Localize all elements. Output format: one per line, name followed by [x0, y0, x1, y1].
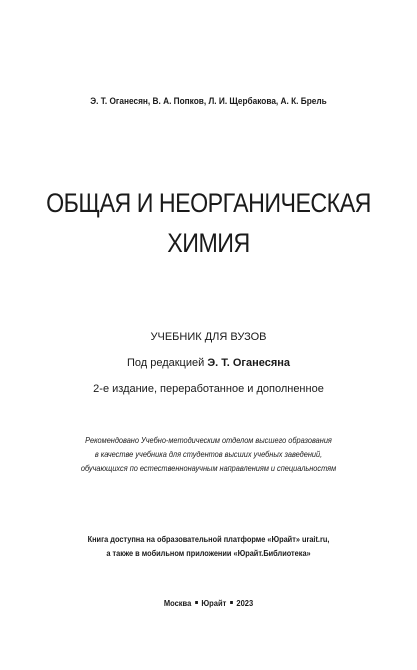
platform-line-1: Книга доступна на образовательной платформе «Юрайт» urait.ru, — [87, 535, 330, 544]
book-title — [29, 183, 388, 263]
platform-notice — [21, 533, 396, 561]
recommendation-block — [21, 434, 396, 476]
editor-prefix: Под редакцией — [126, 357, 205, 369]
recommendation-line-1: Рекомендовано Учебно-методическим отделом высшего образования — [85, 436, 332, 445]
book-title-line-2: ХИМИЯ — [167, 228, 250, 258]
book-subtitle: УЧЕБНИК ДЛЯ ВУЗОВ — [150, 331, 267, 343]
book-title-line-1: ОБЩАЯ И НЕОРГАНИЧЕСКАЯ — [46, 188, 371, 218]
editor-line — [0, 357, 417, 369]
recommendation-line-2: в качестве учебника для студентов высших учебных заведений, — [94, 450, 323, 459]
separator-square-icon — [195, 601, 198, 604]
editor-name: Э. Т. Оганесяна — [207, 357, 291, 369]
imprint-year: 2023 — [236, 599, 254, 608]
platform-line-2: а также в мобильном приложении «Юрайт.Библиотека» — [106, 549, 311, 558]
recommendation-line-3: обучающихся по естественнонаучным направлениям и специальностям — [80, 464, 337, 473]
authors-line: Э. Т. Оганесян, В. А. Попков, Л. И. Щербакова, А. К. Брель — [90, 96, 327, 106]
imprint-line — [17, 599, 401, 608]
edition-line: 2-е издание, переработанное и дополненное — [93, 383, 324, 395]
separator-square-icon — [230, 601, 233, 604]
imprint-city: Москва — [163, 599, 192, 608]
imprint-publisher: Юрайт — [201, 599, 227, 608]
